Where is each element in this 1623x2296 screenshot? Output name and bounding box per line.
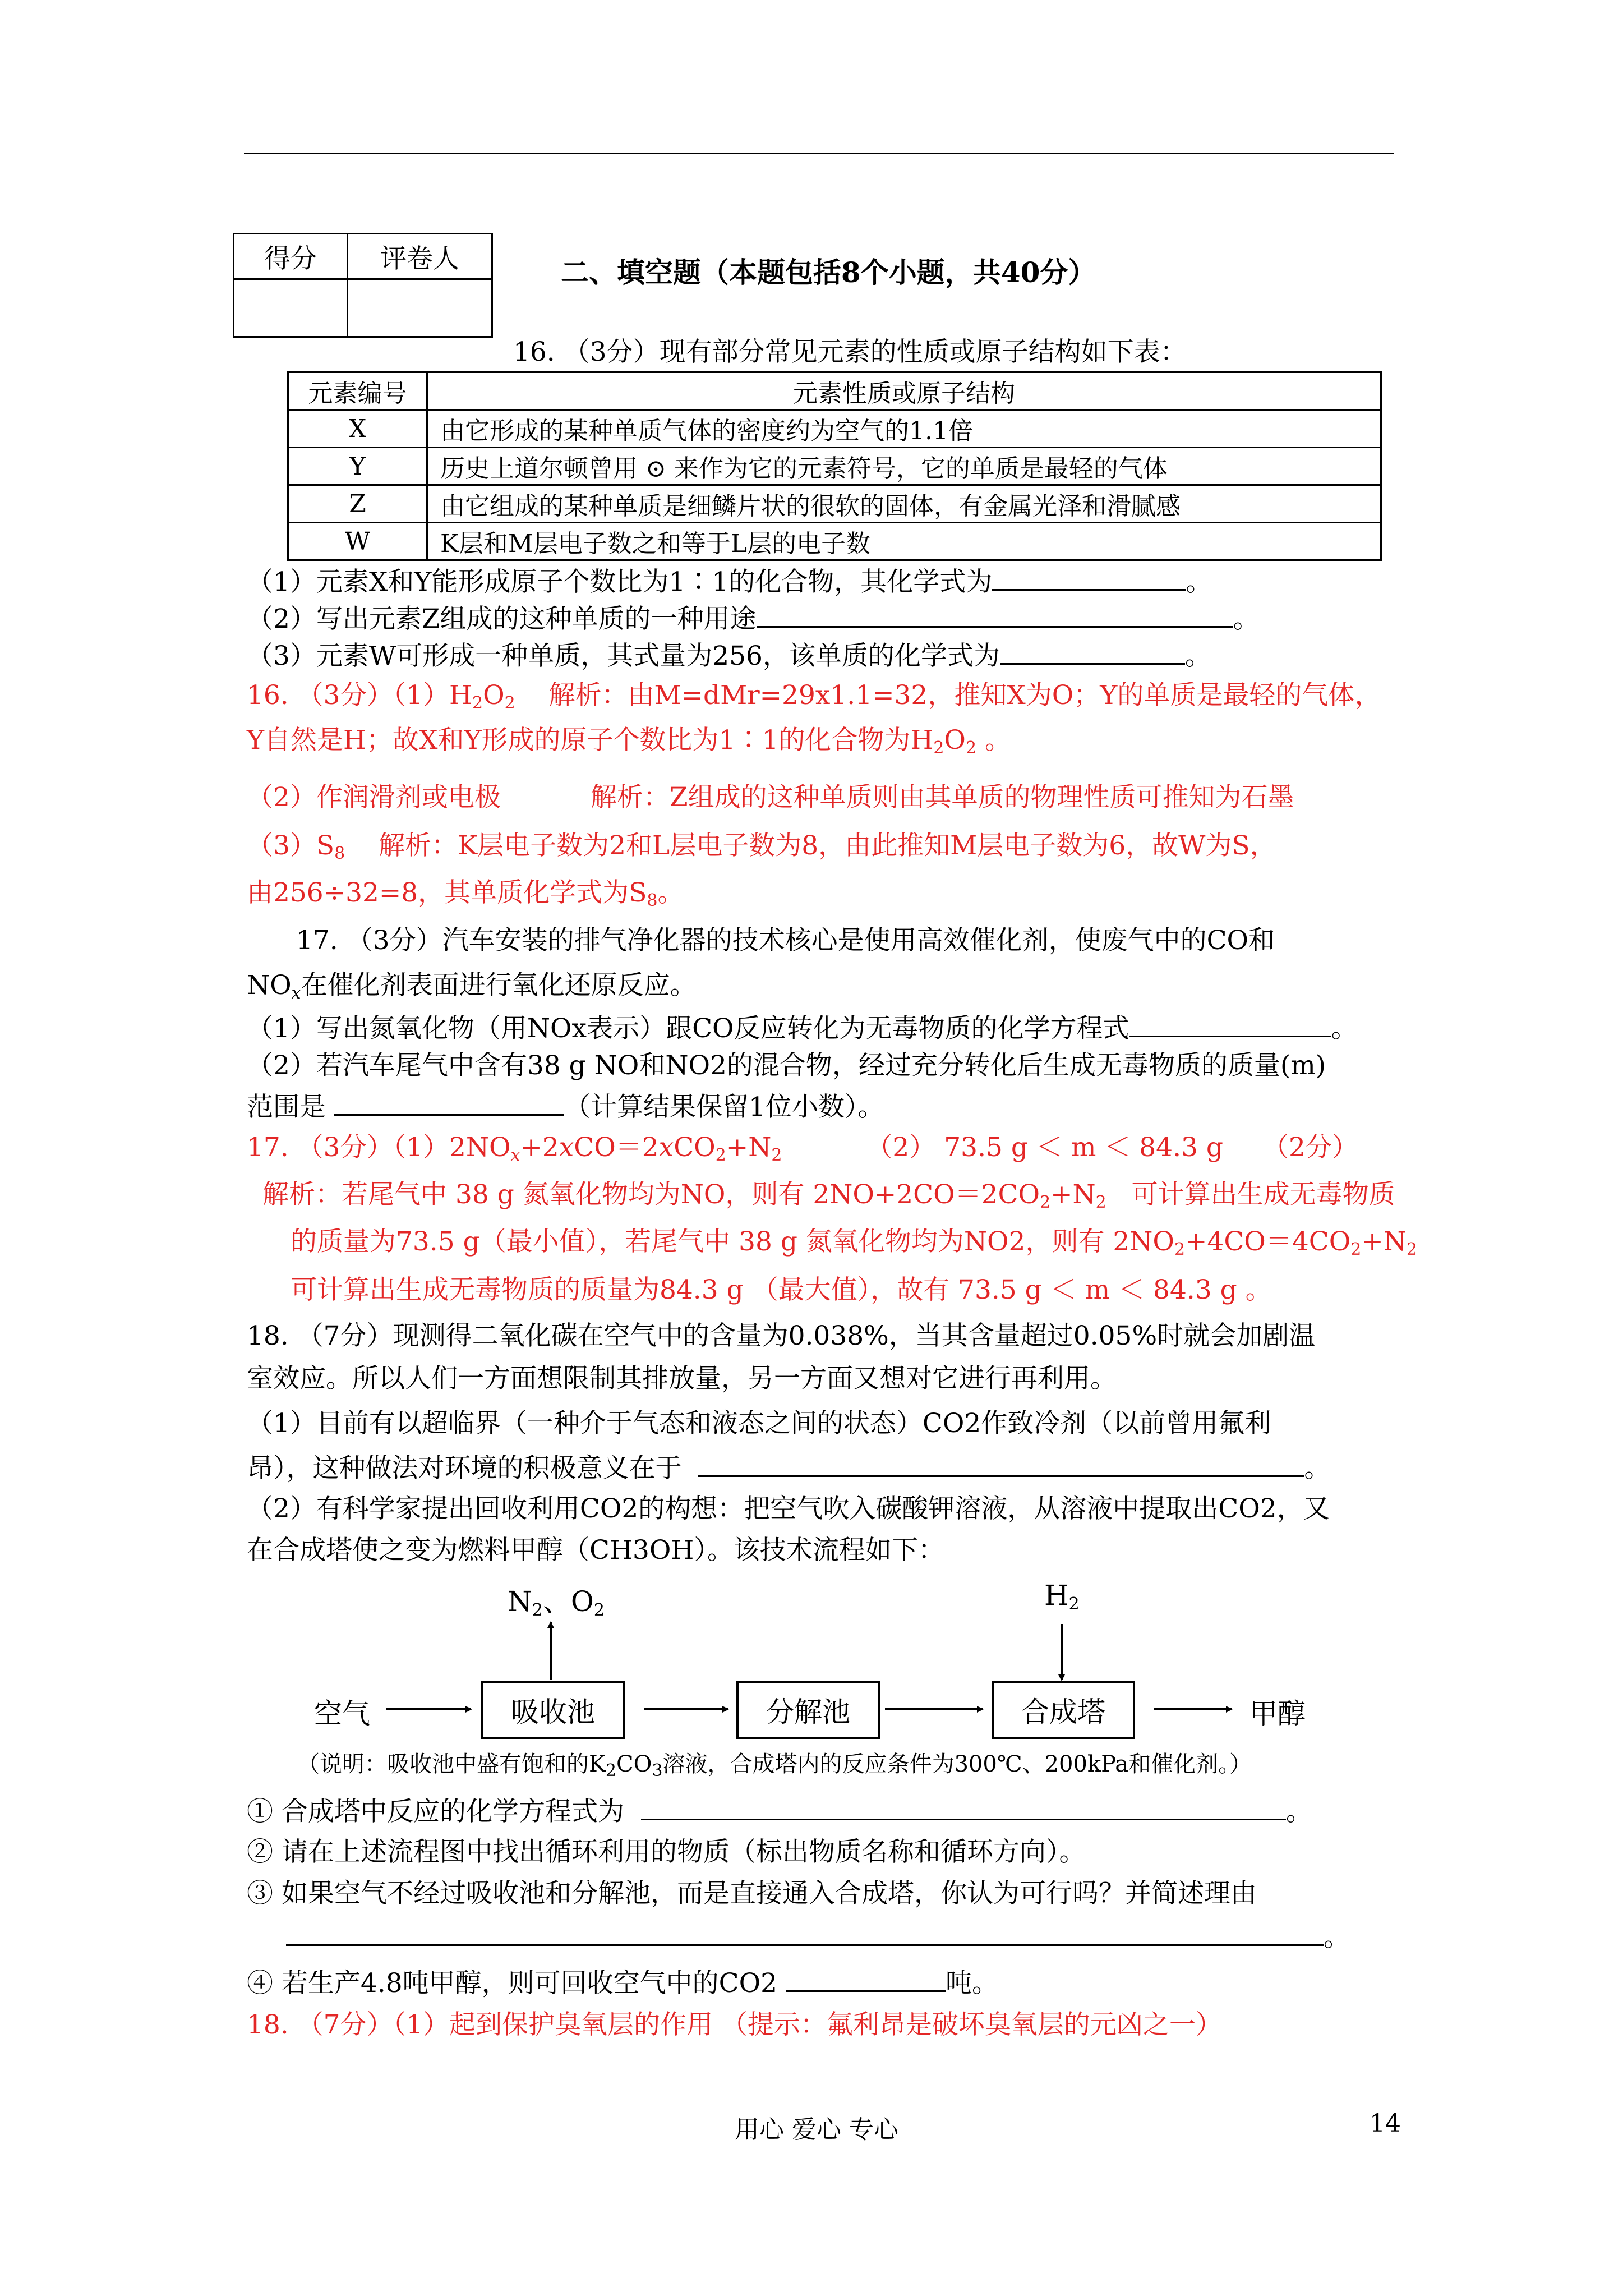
q17-intro-1: 17. （3分）汽车安装的排气净化器的技术核心是使用高效催化剂，使废气中的CO和 bbox=[296, 925, 1275, 956]
q18-part2-line2: 在合成塔使之变为燃料甲醇（CH3OH）。该技术流程如下： bbox=[247, 1535, 944, 1566]
page-number: 14 bbox=[1370, 2109, 1401, 2138]
q16-answer-1-line2-text: Y自然是H；故X和Y形成的原子个数比为1∶1的化合物为 bbox=[247, 725, 911, 756]
q17-explain-1-text: 解析：若尾气中 38 g 氮氧化物均为NO，则有 bbox=[262, 1179, 805, 1210]
q16-answer-3-line2-text: 由256÷32=8，其单质化学式为 bbox=[247, 877, 629, 908]
element-desc: 由它形成的某种单质气体的密度约为空气的1.1倍 bbox=[427, 410, 1381, 448]
q16-answer-2-note: 解析：Z组成的这种单质则由其单质的物理性质可推知为石墨 bbox=[590, 782, 1294, 813]
q17-intro-2: $NO_x$在催化剂表面进行氧化还原反应。 bbox=[247, 970, 697, 1003]
q18-step4-unit: 吨。 bbox=[946, 1968, 999, 1999]
q18-step4-text: ④ 若生产4.8吨甲醇，则可回收空气中的CO2 bbox=[247, 1968, 778, 1999]
q17-answer-score: （2分） bbox=[1262, 1132, 1358, 1163]
q18-answer: 18. （7分）（1）起到保护臭氧层的作用 （提示：氟利昂是破坏臭氧层的元凶之一） bbox=[247, 2009, 1222, 2040]
q17-part2-note: （计算结果保留1位小数）。 bbox=[564, 1092, 884, 1122]
q17-explain-2-text: 的质量为73.5 g（最小值），若尾气中 38 g 氮氧化物均为NO2，则有 bbox=[291, 1226, 1105, 1257]
q17-explain-2: 的质量为73.5 g（最小值），若尾气中 38 g 氮氧化物均为NO2，则有 $2NO_2+4CO=4CO_2+N_2$ bbox=[291, 1226, 1417, 1259]
q18-intro-2: 室效应。所以人们一方面想限制其排放量，另一方面又想对它进行再利用。 bbox=[247, 1363, 1117, 1394]
q18-part1-line2-text: 昂），这种做法对环境的积极意义在于 bbox=[247, 1453, 682, 1484]
q16-answer-3-line2: 由256÷32=8，其单质化学式为$S_8$。 bbox=[247, 877, 684, 910]
q16-answer-1-note: 解析：由M=dMr=29x1.1=32，推知X为O；Y的单质是最轻的气体， bbox=[548, 680, 1381, 711]
q17-explain-3: 可计算出生成无毒物质的质量为84.3 g （最大值），故有 73.5 g ＜ m ＜ 84.3 g 。 bbox=[291, 1274, 1272, 1305]
q18-step3: ③ 如果空气不经过吸收池和分解池，而是直接通入合成塔，你认为可行吗？并简述理由 bbox=[247, 1878, 1257, 1909]
q18-step4 bbox=[247, 1964, 998, 2000]
element-id: Y bbox=[288, 448, 427, 485]
element-desc-header: 元素性质或原子结构 bbox=[427, 372, 1381, 410]
q16-part1: （1）元素X和Y能形成原子个数比为1∶1的化合物，其化学式为 。 bbox=[247, 563, 1212, 599]
footer-motto: 用心 爱心 专心 bbox=[735, 2115, 898, 2144]
q18-step1-text: ① 合成塔中反应的化学方程式为 bbox=[247, 1796, 624, 1827]
q18-part1-line1: （1）目前有以超临界（一种介于气态和液态之间的状态）CO2作致冷剂（以前曾用氟利 bbox=[247, 1408, 1271, 1439]
q16-answer-3: $(3)S_8$ 解析：K层电子数为2和L层电子数为8，由此推知M层电子数为6，故W为S， bbox=[247, 830, 1276, 863]
q18-flow-note: （说明：吸收池中盛有饱和的$K_2CO_3$溶液，合成塔内的反应条件为300℃、200kPa和催化剂。） bbox=[297, 1751, 1252, 1780]
element-id: W bbox=[288, 523, 427, 560]
element-id: X bbox=[288, 410, 427, 448]
score-header: 得分 bbox=[234, 234, 348, 279]
flow-absorb-label: 吸收池 bbox=[511, 1696, 595, 1728]
q18-part2-line1: （2）有科学家提出回收利用CO2的构想：把空气吹入碳酸钾溶液，从溶液中提取出CO2，又 bbox=[247, 1493, 1330, 1524]
q17-part2-line1: （2）若汽车尾气中含有38 g NO和NO2的混合物，经过充分转化后生成无毒物质的质量(m) bbox=[247, 1050, 1326, 1081]
q17-answer-range: （2） 73.5 g ＜ m ＜ 84.3 g bbox=[866, 1132, 1223, 1163]
flow-synthesis-label: 合成塔 bbox=[1021, 1696, 1105, 1728]
element-desc: K层和M层电子数之和等于L层的电子数 bbox=[427, 523, 1381, 560]
element-desc: 由它组成的某种单质是细鳞片状的很软的固体，有金属光泽和滑腻感 bbox=[427, 485, 1381, 523]
element-id-header: 元素编号 bbox=[288, 372, 427, 410]
q16-part2-text: （2）写出元素Z组成的这种单质的一种用途 bbox=[247, 604, 757, 634]
q17-answer: 17. （3分）$(1)2NO_x+2xCO=2xCO_2+N_2$ （2） 73.5 g ＜ m ＜ 84.3 g （2分） bbox=[247, 1132, 1358, 1165]
q18-part1-line2: 昂），这种做法对环境的积极意义在于 。 bbox=[247, 1450, 1330, 1485]
q17-explain-1-tail: 可计算出生成无毒物质 bbox=[1131, 1179, 1395, 1210]
answer-blank bbox=[786, 1964, 946, 1992]
q16-answer-1: 16. （3分）$(1)H_2O_2$ 解析：由M=dMr=29x1.1=32，推知X为O；Y的单质是最轻的气体， bbox=[247, 680, 1381, 713]
q16-answer-3-head: （3） bbox=[247, 830, 316, 861]
element-id: Z bbox=[288, 485, 427, 523]
flow-methanol: 甲醇 bbox=[1249, 1697, 1306, 1730]
q16-part3: （3）元素W可形成一种单质，其式量为256，该单质的化学式为 。 bbox=[247, 637, 1211, 673]
flow-out-gas: $N_2$、$O_2$ bbox=[508, 1585, 605, 1620]
q17-part1: （1）写出氮氧化物（用NOx表示）跟CO反应转化为无毒物质的化学方程式 。 bbox=[247, 1010, 1358, 1046]
q16-answer-1-line2: Y自然是H；故X和Y形成的原子个数比为1∶1的化合物为$H_2O_2$ 。 bbox=[247, 725, 1011, 758]
q18-intro-1: 18. （7分）现测得二氧化碳在空气中的含量为0.038%，当其含量超过0.05%时就会加剧温 bbox=[247, 1320, 1316, 1351]
q16-intro: 16. （3分）现有部分常见元素的性质或原子结构如下表： bbox=[513, 337, 1187, 367]
q18-step1: ① 合成塔中反应的化学方程式为 。 bbox=[247, 1793, 1312, 1829]
q16-part3-text: （3）元素W可形成一种单质，其式量为256，该单质的化学式为 bbox=[247, 641, 1000, 671]
q16-answer-1-head: 16. （3分）（1） bbox=[247, 680, 449, 711]
flow-in-gas: $H_2$ bbox=[1044, 1579, 1080, 1614]
q17-intro-2-text: 在催化剂表面进行氧化还原反应。 bbox=[301, 970, 697, 1001]
q16-answer-2-text: （2）作润滑剂或电极 bbox=[247, 782, 501, 813]
flow-decompose-label: 分解池 bbox=[766, 1696, 850, 1728]
section-title: 二、填空题（本题包括8个小题，共40分） bbox=[561, 256, 1096, 289]
q16-answer-3-note: 解析：K层电子数为2和L层电子数为8，由此推知M层电子数为6，故W为S， bbox=[378, 830, 1276, 861]
q17-answer-head: 17. （3分）（1） bbox=[247, 1132, 449, 1163]
q17-part2-range-label: 范围是 bbox=[247, 1092, 326, 1122]
q16-part1-text: （1）元素X和Y能形成原子个数比为1∶1的化合物，其化学式为 bbox=[247, 567, 993, 597]
flow-air: 空气 bbox=[314, 1697, 370, 1730]
q16-part2: （2）写出元素Z组成的这种单质的一种用途 。 bbox=[247, 600, 1260, 636]
q18-step3-blank: 。 bbox=[286, 1918, 1350, 1954]
grader-header: 评卷人 bbox=[348, 234, 492, 279]
q17-part1-text: （1）写出氮氧化物（用NOx表示）跟CO反应转化为无毒物质的化学方程式 bbox=[247, 1013, 1129, 1044]
q18-step2: ② 请在上述流程图中找出循环利用的物质（标出物质名称和循环方向）。 bbox=[247, 1837, 1086, 1867]
element-desc: 历史上道尔顿曾用 ⊙ 来作为它的元素符号，它的单质是最轻的气体 bbox=[427, 448, 1381, 485]
flow-decompose-pool bbox=[736, 1681, 880, 1739]
answer-blank bbox=[286, 1918, 1324, 1946]
q17-explain-1: 解析：若尾气中 38 g 氮氧化物均为NO，则有 $2NO+2CO=2CO_2+N_2$ 可计算出生成无毒物质 bbox=[262, 1179, 1395, 1212]
flow-absorb-pool bbox=[481, 1681, 625, 1739]
flow-synthesis-tower bbox=[992, 1681, 1135, 1739]
answer-blank bbox=[641, 1793, 1286, 1820]
